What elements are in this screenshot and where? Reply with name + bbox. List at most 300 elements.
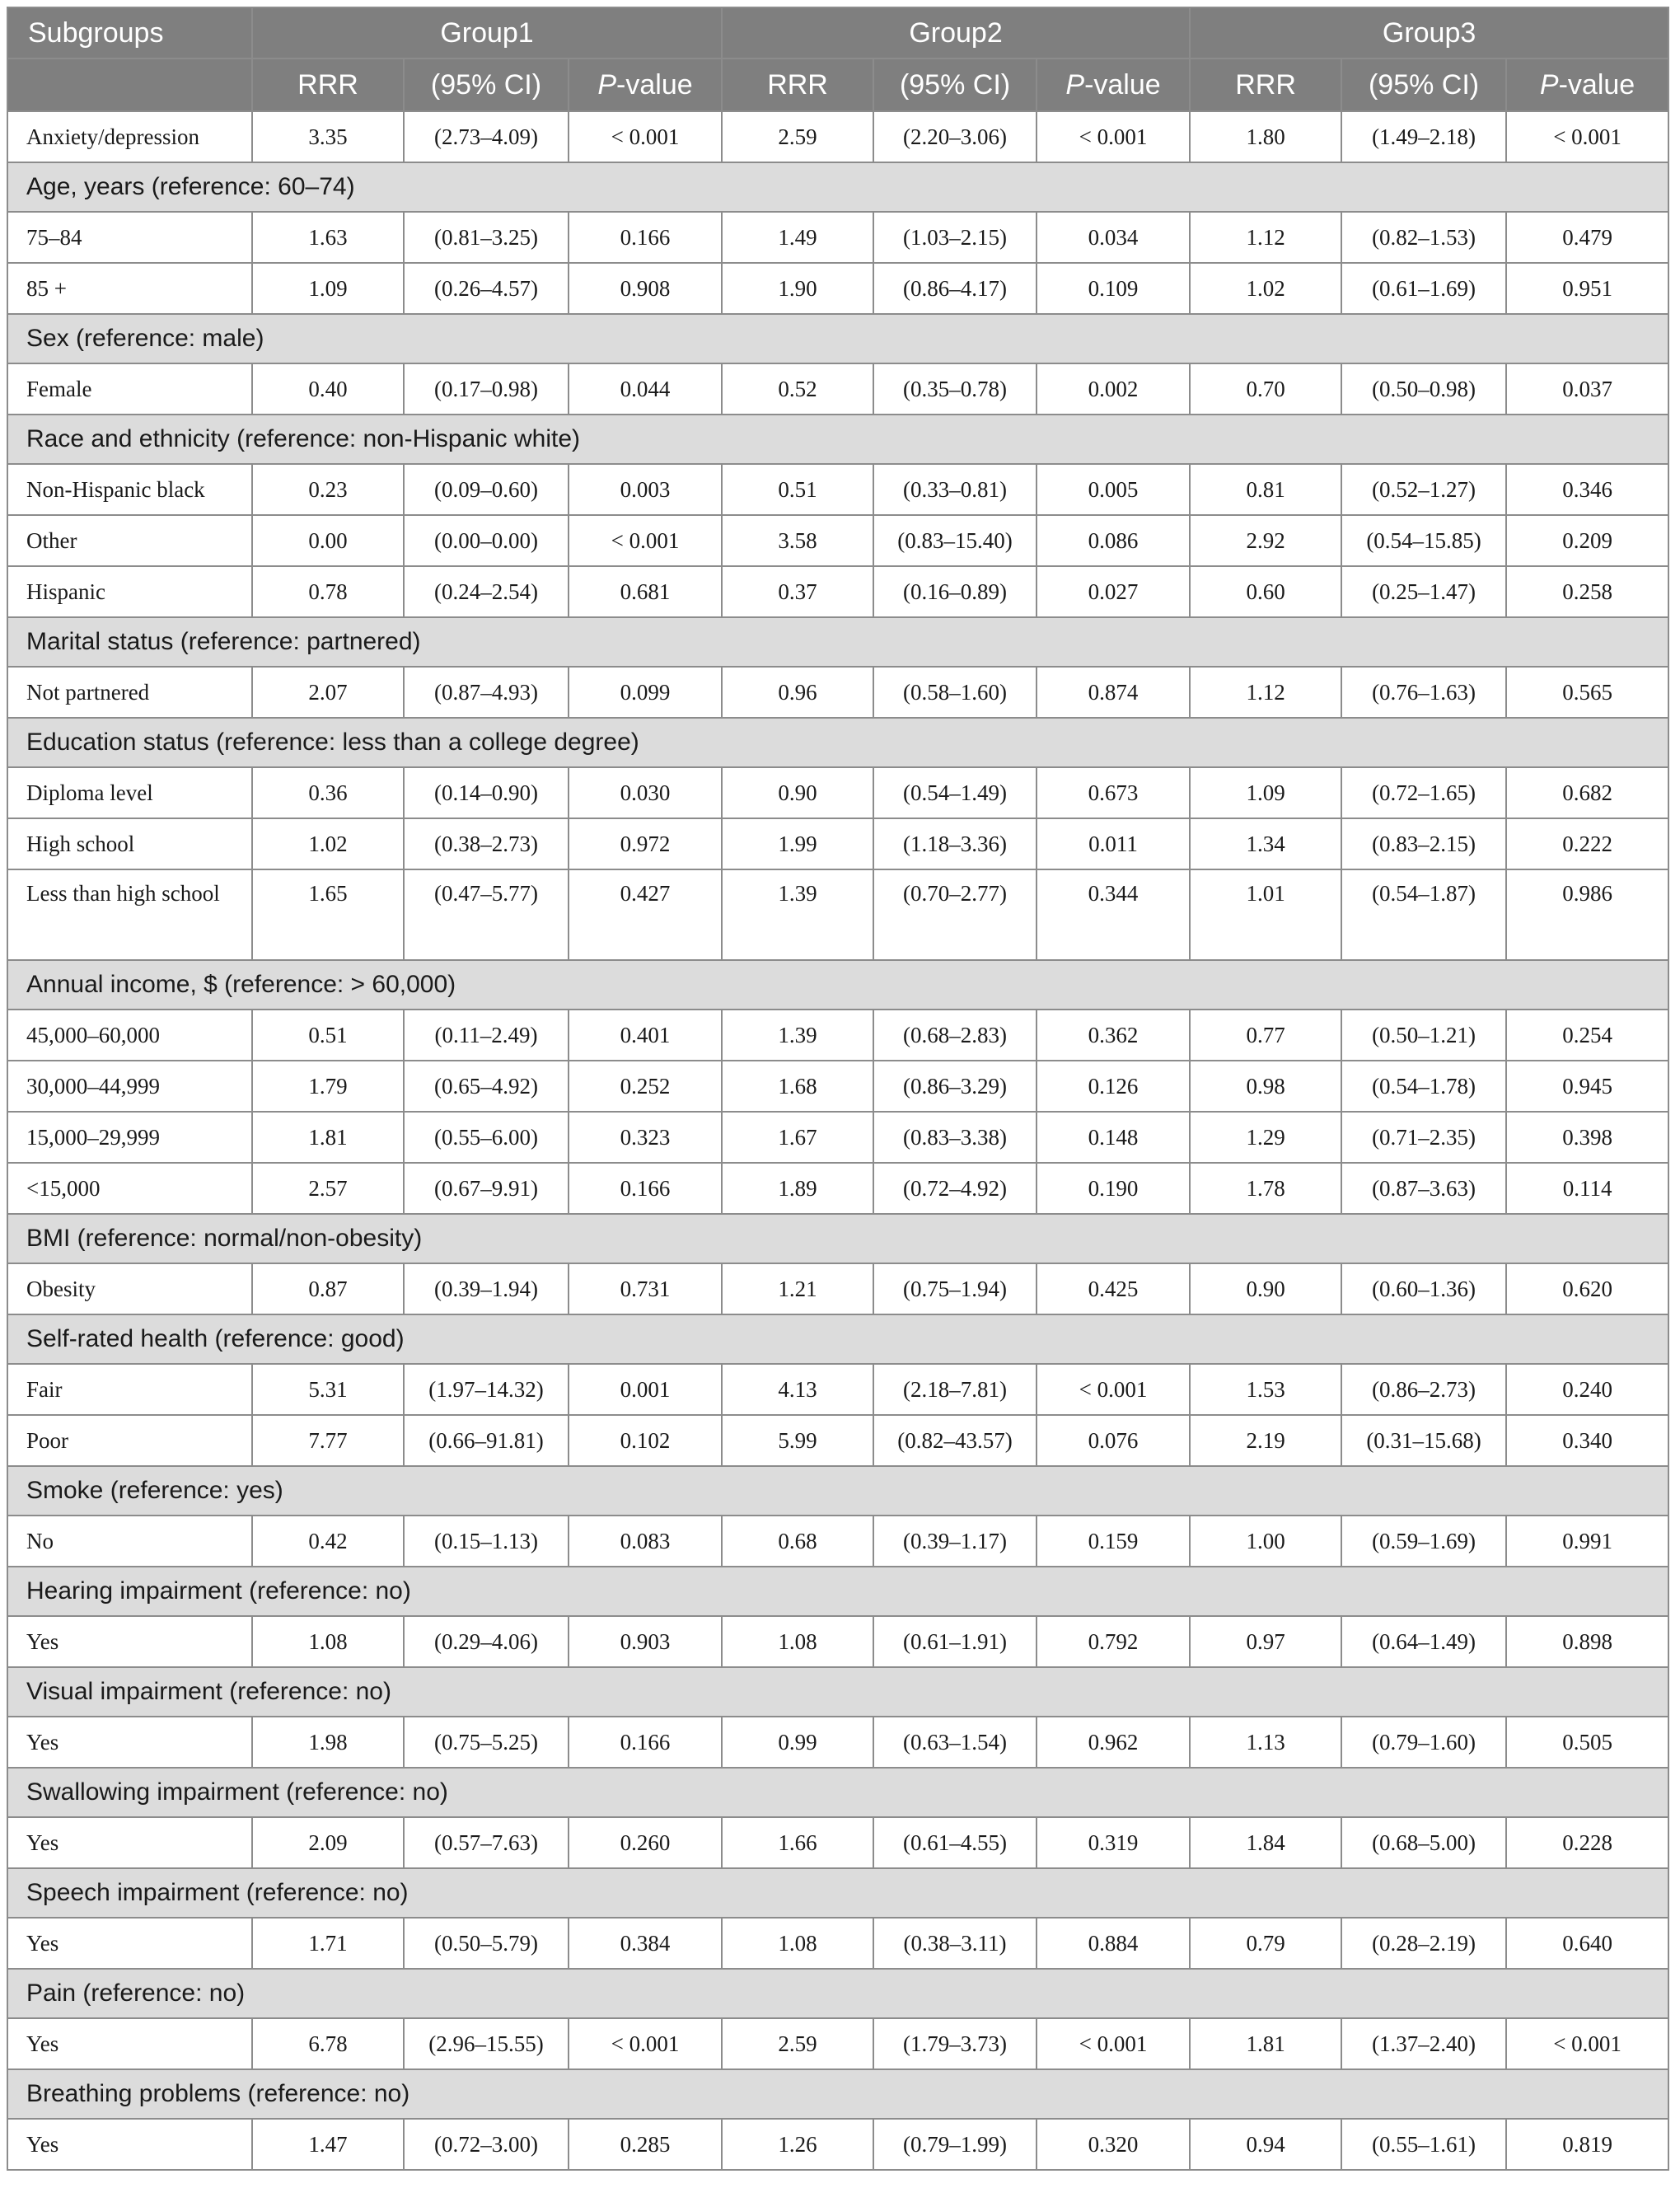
group3-rrr: 1.13 [1190, 1717, 1341, 1768]
group2-ci: (0.68–2.83) [873, 1010, 1037, 1061]
group2-p-value: 0.109 [1037, 263, 1190, 314]
section-label: Swallowing impairment (reference: no) [7, 1768, 1668, 1817]
group1-p-value: 0.166 [569, 212, 722, 263]
header-row-groups [7, 7, 1668, 59]
group2-rrr: 1.26 [722, 2119, 873, 2170]
row-label: Female [7, 363, 252, 415]
group1-p-value: < 0.001 [569, 515, 722, 566]
group2-rrr: 0.99 [722, 1717, 873, 1768]
group3-rrr: 0.81 [1190, 464, 1341, 515]
section-header-row [7, 1969, 1668, 2018]
group3-p-value: 0.898 [1506, 1616, 1668, 1667]
group2-rrr: 1.90 [722, 263, 873, 314]
row-label: 15,000–29,999 [7, 1112, 252, 1163]
section-header-row [7, 960, 1668, 1010]
group1-p-value: 0.099 [569, 667, 722, 718]
group1-ci: (0.29–4.06) [404, 1616, 569, 1667]
group3-rrr: 1.12 [1190, 212, 1341, 263]
group1-ci: (0.75–5.25) [404, 1717, 569, 1768]
section-header-row [7, 415, 1668, 464]
group2-rrr: 1.39 [722, 1010, 873, 1061]
group1-ci: (0.14–0.90) [404, 767, 569, 818]
group2-rrr: 1.39 [722, 869, 873, 960]
group1-ci: (2.96–15.55) [404, 2018, 569, 2069]
header-row-metrics [7, 59, 1668, 111]
group1-rrr: 1.81 [252, 1112, 404, 1163]
group2-ci: (0.39–1.17) [873, 1516, 1037, 1567]
group1-rrr: 1.63 [252, 212, 404, 263]
group2-ci: (0.72–4.92) [873, 1163, 1037, 1214]
group2-p-value: 0.792 [1037, 1616, 1190, 1667]
section-label: Race and ethnicity (reference: non-Hispanic white) [7, 415, 1668, 464]
group3-ci: (0.76–1.63) [1341, 667, 1506, 718]
row-label: Hispanic [7, 566, 252, 617]
group2-ci: (0.86–4.17) [873, 263, 1037, 314]
group2-p-value: 0.874 [1037, 667, 1190, 718]
group1-rrr: 0.36 [252, 767, 404, 818]
group2-rrr: 1.99 [722, 818, 873, 869]
section-header-row [7, 1868, 1668, 1918]
group2-ci: (0.58–1.60) [873, 667, 1037, 718]
group3-rrr: 1.02 [1190, 263, 1341, 314]
group3-ci: (0.52–1.27) [1341, 464, 1506, 515]
group1-rrr: 2.07 [252, 667, 404, 718]
group1-p-value: 0.903 [569, 1616, 722, 1667]
group1-ci: (0.00–0.00) [404, 515, 569, 566]
group3-ci: (0.54–1.87) [1341, 869, 1506, 960]
group1-p-value: 0.166 [569, 1717, 722, 1768]
group2-ci: (1.18–3.36) [873, 818, 1037, 869]
group1-rrr: 0.87 [252, 1263, 404, 1314]
group2-rrr: 1.21 [722, 1263, 873, 1314]
group3-ci: (0.31–15.68) [1341, 1415, 1506, 1466]
header-p-italic: P [1065, 69, 1085, 101]
group1-rrr: 1.47 [252, 2119, 404, 2170]
group1-p-value: 0.323 [569, 1112, 722, 1163]
group3-ci: (0.54–15.85) [1341, 515, 1506, 566]
row-label: Anxiety/depression [7, 111, 252, 162]
table-row [7, 1364, 1668, 1415]
header-group-2: Group2 [722, 7, 1190, 59]
group1-ci: (0.66–91.81) [404, 1415, 569, 1466]
section-label: Annual income, $ (reference: > 60,000) [7, 960, 1668, 1010]
group3-rrr: 0.70 [1190, 363, 1341, 415]
group1-p-value: 0.044 [569, 363, 722, 415]
group1-ci: (0.55–6.00) [404, 1112, 569, 1163]
group2-rrr: 0.52 [722, 363, 873, 415]
group1-p-value: 0.083 [569, 1516, 722, 1567]
group1-ci: (2.73–4.09) [404, 111, 569, 162]
section-label: Sex (reference: male) [7, 314, 1668, 363]
header-empty-cell [7, 59, 252, 111]
row-label: High school [7, 818, 252, 869]
group1-rrr: 0.78 [252, 566, 404, 617]
table-row [7, 1112, 1668, 1163]
row-label: 45,000–60,000 [7, 1010, 252, 1061]
group3-rrr: 0.98 [1190, 1061, 1341, 1112]
group2-ci: (1.03–2.15) [873, 212, 1037, 263]
header-p-value [569, 59, 722, 111]
table-row [7, 1717, 1668, 1768]
group2-rrr: 4.13 [722, 1364, 873, 1415]
group1-rrr: 6.78 [252, 2018, 404, 2069]
table-row [7, 464, 1668, 515]
group3-ci: (0.50–1.21) [1341, 1010, 1506, 1061]
group1-rrr: 1.02 [252, 818, 404, 869]
group1-p-value: 0.731 [569, 1263, 722, 1314]
row-label: 75–84 [7, 212, 252, 263]
group3-ci: (0.86–2.73) [1341, 1364, 1506, 1415]
group1-rrr: 0.51 [252, 1010, 404, 1061]
group1-p-value: < 0.001 [569, 111, 722, 162]
group1-rrr: 5.31 [252, 1364, 404, 1415]
row-label: Yes [7, 2119, 252, 2170]
header-p-italic: P [1539, 69, 1559, 101]
group2-ci: (0.86–3.29) [873, 1061, 1037, 1112]
row-label: 85 + [7, 263, 252, 314]
group3-p-value: 0.505 [1506, 1717, 1668, 1768]
table-row [7, 818, 1668, 869]
group2-p-value: 0.320 [1037, 2119, 1190, 2170]
group2-p-value: 0.011 [1037, 818, 1190, 869]
table-row [7, 667, 1668, 718]
group1-p-value: 0.166 [569, 1163, 722, 1214]
group3-ci: (0.55–1.61) [1341, 2119, 1506, 2170]
group2-p-value: 0.344 [1037, 869, 1190, 960]
group1-ci: (0.38–2.73) [404, 818, 569, 869]
table-row [7, 869, 1668, 960]
table-row [7, 1415, 1668, 1466]
section-header-row [7, 1314, 1668, 1364]
table-row [7, 363, 1668, 415]
row-label: Obesity [7, 1263, 252, 1314]
group2-ci: (0.33–0.81) [873, 464, 1037, 515]
section-header-row [7, 1567, 1668, 1616]
section-label: Visual impairment (reference: no) [7, 1667, 1668, 1717]
group2-rrr: 2.59 [722, 111, 873, 162]
group3-ci: (0.68–5.00) [1341, 1817, 1506, 1868]
group1-p-value: 0.908 [569, 263, 722, 314]
group1-ci: (0.57–7.63) [404, 1817, 569, 1868]
table-row [7, 1616, 1668, 1667]
group3-p-value: 0.945 [1506, 1061, 1668, 1112]
section-label: Pain (reference: no) [7, 1969, 1668, 2018]
group3-rrr: 1.80 [1190, 111, 1341, 162]
row-label: Diploma level [7, 767, 252, 818]
group1-rrr: 0.40 [252, 363, 404, 415]
group1-p-value: 0.285 [569, 2119, 722, 2170]
group3-rrr: 0.97 [1190, 1616, 1341, 1667]
table-row [7, 767, 1668, 818]
row-label: Poor [7, 1415, 252, 1466]
group1-rrr: 1.09 [252, 263, 404, 314]
group1-rrr: 1.65 [252, 869, 404, 960]
group3-p-value: < 0.001 [1506, 111, 1668, 162]
group1-ci: (1.97–14.32) [404, 1364, 569, 1415]
group2-rrr: 1.66 [722, 1817, 873, 1868]
group1-ci: (0.50–5.79) [404, 1918, 569, 1969]
group1-ci: (0.47–5.77) [404, 869, 569, 960]
group1-p-value: 0.401 [569, 1010, 722, 1061]
group2-rrr: 1.08 [722, 1616, 873, 1667]
group2-p-value: < 0.001 [1037, 111, 1190, 162]
group1-rrr: 7.77 [252, 1415, 404, 1466]
group2-p-value: 0.362 [1037, 1010, 1190, 1061]
group1-rrr: 2.09 [252, 1817, 404, 1868]
section-label: Breathing problems (reference: no) [7, 2069, 1668, 2119]
header-p-rest: -value [1558, 69, 1636, 101]
group3-ci: (0.83–2.15) [1341, 818, 1506, 869]
group3-p-value: 0.240 [1506, 1364, 1668, 1415]
group3-ci: (0.64–1.49) [1341, 1616, 1506, 1667]
group3-ci: (0.59–1.69) [1341, 1516, 1506, 1567]
group1-rrr: 3.35 [252, 111, 404, 162]
group3-p-value: 0.398 [1506, 1112, 1668, 1163]
group3-p-value: 0.620 [1506, 1263, 1668, 1314]
header-ci: (95% CI) [1341, 59, 1506, 111]
table-row [7, 1918, 1668, 1969]
group3-rrr: 1.09 [1190, 767, 1341, 818]
group2-p-value: 0.884 [1037, 1918, 1190, 1969]
group3-rrr: 1.00 [1190, 1516, 1341, 1567]
group1-p-value: 0.003 [569, 464, 722, 515]
group1-ci: (0.11–2.49) [404, 1010, 569, 1061]
header-p-rest: -value [1084, 69, 1161, 101]
group2-ci: (0.61–1.91) [873, 1616, 1037, 1667]
group3-p-value: 0.986 [1506, 869, 1668, 960]
table-row [7, 212, 1668, 263]
group1-rrr: 1.08 [252, 1616, 404, 1667]
group3-ci: (0.71–2.35) [1341, 1112, 1506, 1163]
section-header-row [7, 314, 1668, 363]
results-table-container [7, 7, 1668, 2171]
group2-ci: (0.38–3.11) [873, 1918, 1037, 1969]
header-ci: (95% CI) [404, 59, 569, 111]
group2-rrr: 0.51 [722, 464, 873, 515]
section-header-row [7, 718, 1668, 767]
row-label: <15,000 [7, 1163, 252, 1214]
group2-rrr: 0.90 [722, 767, 873, 818]
group2-ci: (0.75–1.94) [873, 1263, 1037, 1314]
section-label: Smoke (reference: yes) [7, 1466, 1668, 1516]
group3-p-value: < 0.001 [1506, 2018, 1668, 2069]
table-row [7, 1516, 1668, 1567]
group3-rrr: 0.60 [1190, 566, 1341, 617]
table-row [7, 2119, 1668, 2170]
group1-p-value: 0.030 [569, 767, 722, 818]
group2-ci: (2.20–3.06) [873, 111, 1037, 162]
group2-ci: (2.18–7.81) [873, 1364, 1037, 1415]
table-header [7, 7, 1668, 111]
group3-p-value: 0.819 [1506, 2119, 1668, 2170]
group3-rrr: 1.29 [1190, 1112, 1341, 1163]
group2-p-value: 0.002 [1037, 363, 1190, 415]
group3-ci: (0.79–1.60) [1341, 1717, 1506, 1768]
group2-rrr: 1.89 [722, 1163, 873, 1214]
group2-rrr: 0.96 [722, 667, 873, 718]
group3-p-value: 0.254 [1506, 1010, 1668, 1061]
section-header-row [7, 617, 1668, 667]
group2-ci: (0.16–0.89) [873, 566, 1037, 617]
group3-p-value: 0.479 [1506, 212, 1668, 263]
group3-ci: (0.54–1.78) [1341, 1061, 1506, 1112]
group3-p-value: 0.228 [1506, 1817, 1668, 1868]
group3-p-value: 0.340 [1506, 1415, 1668, 1466]
section-label: Speech impairment (reference: no) [7, 1868, 1668, 1918]
section-label: Marital status (reference: partnered) [7, 617, 1668, 667]
row-label: Yes [7, 1918, 252, 1969]
group3-rrr: 1.78 [1190, 1163, 1341, 1214]
group1-ci: (0.81–3.25) [404, 212, 569, 263]
group3-p-value: 0.209 [1506, 515, 1668, 566]
header-subgroups: Subgroups [7, 7, 252, 59]
group3-p-value: 0.682 [1506, 767, 1668, 818]
group1-ci: (0.24–2.54) [404, 566, 569, 617]
group3-ci: (0.25–1.47) [1341, 566, 1506, 617]
header-p-value [1506, 59, 1668, 111]
group1-ci: (0.17–0.98) [404, 363, 569, 415]
group2-ci: (0.61–4.55) [873, 1817, 1037, 1868]
group1-p-value: 0.427 [569, 869, 722, 960]
row-label: Yes [7, 2018, 252, 2069]
group3-ci: (0.28–2.19) [1341, 1918, 1506, 1969]
group2-p-value: 0.673 [1037, 767, 1190, 818]
group2-p-value: 0.159 [1037, 1516, 1190, 1567]
row-label: Other [7, 515, 252, 566]
group2-rrr: 3.58 [722, 515, 873, 566]
group3-ci: (1.37–2.40) [1341, 2018, 1506, 2069]
section-header-row [7, 2069, 1668, 2119]
group3-p-value: 0.114 [1506, 1163, 1668, 1214]
header-rrr: RRR [252, 59, 404, 111]
group1-p-value: 0.972 [569, 818, 722, 869]
group2-p-value: 0.076 [1037, 1415, 1190, 1466]
table-row [7, 2018, 1668, 2069]
group3-p-value: 0.991 [1506, 1516, 1668, 1567]
group2-ci: (0.70–2.77) [873, 869, 1037, 960]
group2-p-value: 0.962 [1037, 1717, 1190, 1768]
group2-p-value: 0.425 [1037, 1263, 1190, 1314]
table-row [7, 1263, 1668, 1314]
group2-p-value: < 0.001 [1037, 1364, 1190, 1415]
group3-rrr: 0.94 [1190, 2119, 1341, 2170]
section-header-row [7, 1466, 1668, 1516]
group2-p-value: 0.027 [1037, 566, 1190, 617]
group3-p-value: 0.951 [1506, 263, 1668, 314]
table-row [7, 515, 1668, 566]
group2-p-value: 0.148 [1037, 1112, 1190, 1163]
group1-p-value: 0.001 [569, 1364, 722, 1415]
table-row [7, 1061, 1668, 1112]
group2-rrr: 1.67 [722, 1112, 873, 1163]
row-label: 30,000–44,999 [7, 1061, 252, 1112]
group2-rrr: 0.68 [722, 1516, 873, 1567]
row-label: No [7, 1516, 252, 1567]
group2-p-value: 0.126 [1037, 1061, 1190, 1112]
group1-rrr: 1.79 [252, 1061, 404, 1112]
section-label: Education status (reference: less than a college degree) [7, 718, 1668, 767]
group3-ci: (0.72–1.65) [1341, 767, 1506, 818]
table-row [7, 566, 1668, 617]
group2-p-value: 0.190 [1037, 1163, 1190, 1214]
group1-rrr: 2.57 [252, 1163, 404, 1214]
header-rrr: RRR [722, 59, 873, 111]
row-label: Fair [7, 1364, 252, 1415]
group2-rrr: 1.08 [722, 1918, 873, 1969]
section-header-row [7, 1214, 1668, 1263]
group1-ci: (0.87–4.93) [404, 667, 569, 718]
group2-p-value: < 0.001 [1037, 2018, 1190, 2069]
header-p-italic: P [597, 69, 617, 101]
group1-ci: (0.72–3.00) [404, 2119, 569, 2170]
group3-p-value: 0.565 [1506, 667, 1668, 718]
group3-ci: (0.87–3.63) [1341, 1163, 1506, 1214]
group3-p-value: 0.258 [1506, 566, 1668, 617]
group2-p-value: 0.086 [1037, 515, 1190, 566]
group2-p-value: 0.034 [1037, 212, 1190, 263]
group2-rrr: 1.68 [722, 1061, 873, 1112]
row-label: Not partnered [7, 667, 252, 718]
header-rrr: RRR [1190, 59, 1341, 111]
group1-ci: (0.67–9.91) [404, 1163, 569, 1214]
group3-p-value: 0.037 [1506, 363, 1668, 415]
group3-p-value: 0.222 [1506, 818, 1668, 869]
group3-rrr: 1.84 [1190, 1817, 1341, 1868]
group1-ci: (0.39–1.94) [404, 1263, 569, 1314]
group1-p-value: 0.681 [569, 566, 722, 617]
group2-p-value: 0.319 [1037, 1817, 1190, 1868]
group2-ci: (0.82–43.57) [873, 1415, 1037, 1466]
group3-p-value: 0.640 [1506, 1918, 1668, 1969]
group3-rrr: 1.81 [1190, 2018, 1341, 2069]
group1-ci: (0.26–4.57) [404, 263, 569, 314]
group2-ci: (0.83–3.38) [873, 1112, 1037, 1163]
header-p-value [1037, 59, 1190, 111]
header-group-3: Group3 [1190, 7, 1668, 59]
row-label: Yes [7, 1817, 252, 1868]
group3-rrr: 0.90 [1190, 1263, 1341, 1314]
group3-ci: (0.60–1.36) [1341, 1263, 1506, 1314]
group1-ci: (0.15–1.13) [404, 1516, 569, 1567]
header-group-1: Group1 [252, 7, 722, 59]
table-row [7, 263, 1668, 314]
group2-ci: (1.79–3.73) [873, 2018, 1037, 2069]
group1-rrr: 0.42 [252, 1516, 404, 1567]
group3-p-value: 0.346 [1506, 464, 1668, 515]
group2-rrr: 1.49 [722, 212, 873, 263]
group1-p-value: 0.384 [569, 1918, 722, 1969]
row-label: Less than high school [7, 869, 252, 960]
group1-rrr: 1.71 [252, 1918, 404, 1969]
section-label: Self-rated health (reference: good) [7, 1314, 1668, 1364]
group3-rrr: 1.01 [1190, 869, 1341, 960]
section-label: Hearing impairment (reference: no) [7, 1567, 1668, 1616]
row-label: Non-Hispanic black [7, 464, 252, 515]
group3-rrr: 2.92 [1190, 515, 1341, 566]
group2-ci: (0.35–0.78) [873, 363, 1037, 415]
section-header-row [7, 1667, 1668, 1717]
group2-p-value: 0.005 [1037, 464, 1190, 515]
table-row [7, 1010, 1668, 1061]
group3-rrr: 2.19 [1190, 1415, 1341, 1466]
group2-ci: (0.54–1.49) [873, 767, 1037, 818]
group1-p-value: 0.260 [569, 1817, 722, 1868]
section-header-row [7, 162, 1668, 212]
table-row [7, 1817, 1668, 1868]
group3-ci: (1.49–2.18) [1341, 111, 1506, 162]
group1-rrr: 1.98 [252, 1717, 404, 1768]
group2-rrr: 5.99 [722, 1415, 873, 1466]
